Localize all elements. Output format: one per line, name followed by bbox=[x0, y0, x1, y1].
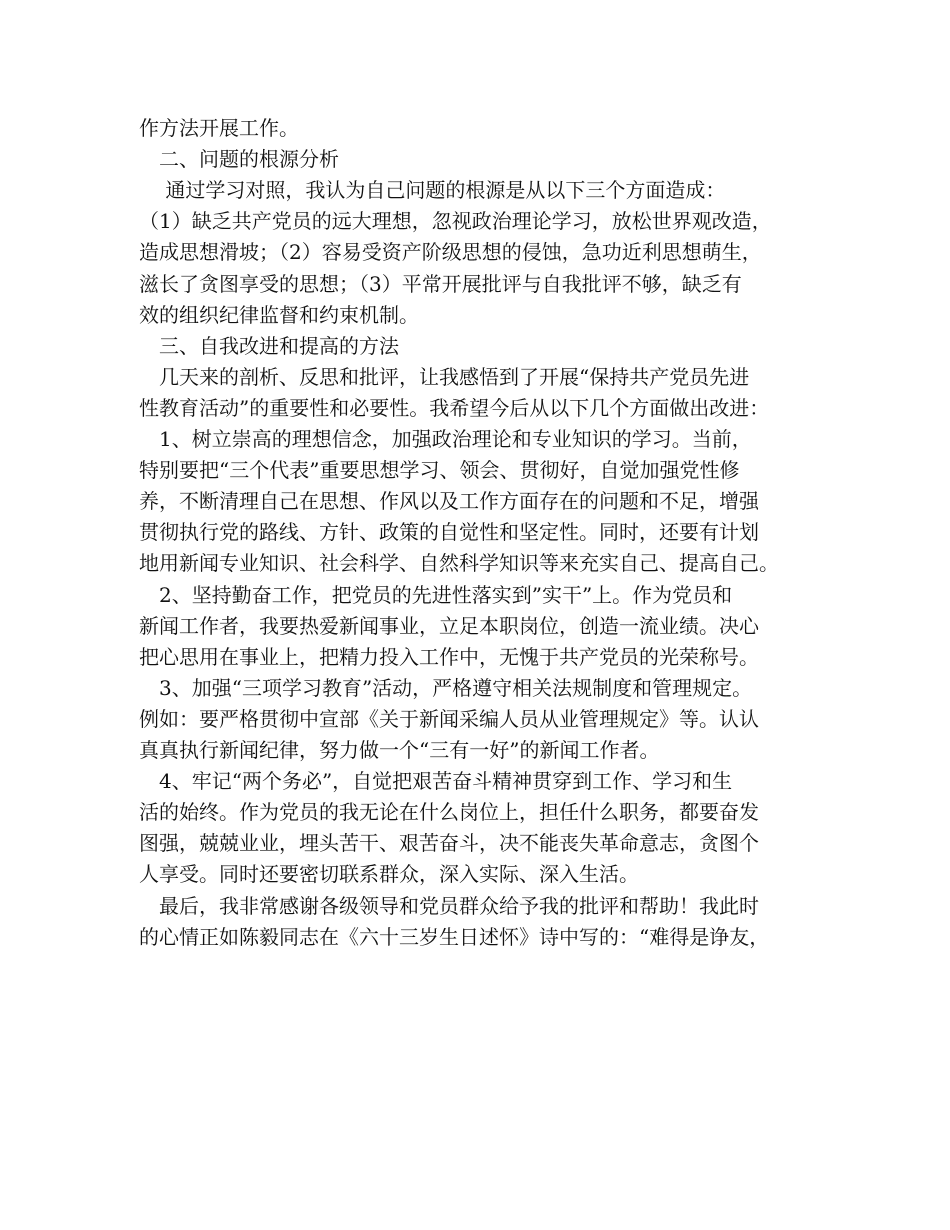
text-line: 养，不断清理自己在思想、作风以及工作方面存在的问题和不足，增强 bbox=[139, 489, 759, 514]
text-line: 通过学习对照，我认为自己问题的根源是从以下三个方面造成： bbox=[139, 178, 726, 203]
text-line: 活的始终。作为党员的我无论在什么岗位上，担任什么职务，都要奋发 bbox=[139, 800, 759, 825]
text-line: 二、问题的根源分析 bbox=[139, 147, 339, 172]
text-line: 1、树立崇高的理想信念，加强政治理论和专业知识的学习。当前， bbox=[139, 427, 752, 451]
text-line: 地用新闻专业知识、社会科学、自然科学知识等来充实自己、提高自己。 bbox=[139, 551, 779, 576]
text-line: 真真执行新闻纪律，努力做一个“三有一好”的新闻工作者。 bbox=[139, 738, 660, 762]
text-line: 作方法开展工作。 bbox=[139, 116, 299, 140]
text-line: 的心情正如陈毅同志在《六十三岁生日述怀》诗中写的：“难得是诤友， bbox=[139, 924, 770, 949]
text-line: 特别要把“三个代表”重要思想学习、领会、贯彻好，自觉加强党性修 bbox=[139, 458, 740, 483]
text-line: 三、自我改进和提高的方法 bbox=[139, 333, 399, 358]
text-line: 几天来的剖析、反思和批评，让我感悟到了开展“保持共产党员先进 bbox=[139, 364, 750, 389]
text-line: 4、牢记“两个务必”，自觉把艰苦奋斗精神贯穿到工作、学习和生 bbox=[139, 769, 733, 794]
text-line: 贯彻执行党的路线、方针、政策的自觉性和坚定性。同时，还要有计划 bbox=[139, 520, 759, 545]
text-line: 例如：要严格贯彻中宣部《关于新闻采编人员从业管理规定》等。认认 bbox=[139, 706, 759, 731]
text-line: 图强，兢兢业业，埋头苦干、艰苦奋斗，决不能丧失革命意志，贪图个 bbox=[139, 831, 759, 856]
text-line: 把心思用在事业上，把精力投入工作中，无愧于共产党员的光荣称号。 bbox=[139, 644, 759, 669]
text-line: 效的组织纪律监督和约束机制。 bbox=[139, 302, 419, 327]
text-line: 性教育活动”的重要性和必要性。我希望今后从以下几个方面做出改进： bbox=[139, 395, 770, 420]
text-line: 新闻工作者，我要热爱新闻事业，立足本职岗位，创造一流业绩。决心 bbox=[139, 613, 759, 638]
text-line: 最后，我非常感谢各级领导和党员群众给予我的批评和帮助！我此时 bbox=[139, 893, 759, 918]
text-line: 3、加强“三项学习教育”活动，严格遵守相关法规制度和管理规定。 bbox=[139, 675, 753, 700]
text-line: （1）缺乏共产党员的远大理想，忽视政治理论学习，放松世界观改造， bbox=[139, 209, 772, 234]
text-line: 2、坚持勤奋工作，把党员的先进性落实到”实干”上。作为党员和 bbox=[139, 582, 733, 607]
text-line: 造成思想滑坡；（2）容易受资产阶级思想的侵蚀，急功近利思想萌生， bbox=[139, 240, 762, 265]
text-line: 人享受。同时还要密切联系群众，深入实际、深入生活。 bbox=[139, 862, 639, 887]
text-line: 滋长了贪图享受的思想；（3）平常开展批评与自我批评不够，缺乏有 bbox=[139, 271, 742, 296]
